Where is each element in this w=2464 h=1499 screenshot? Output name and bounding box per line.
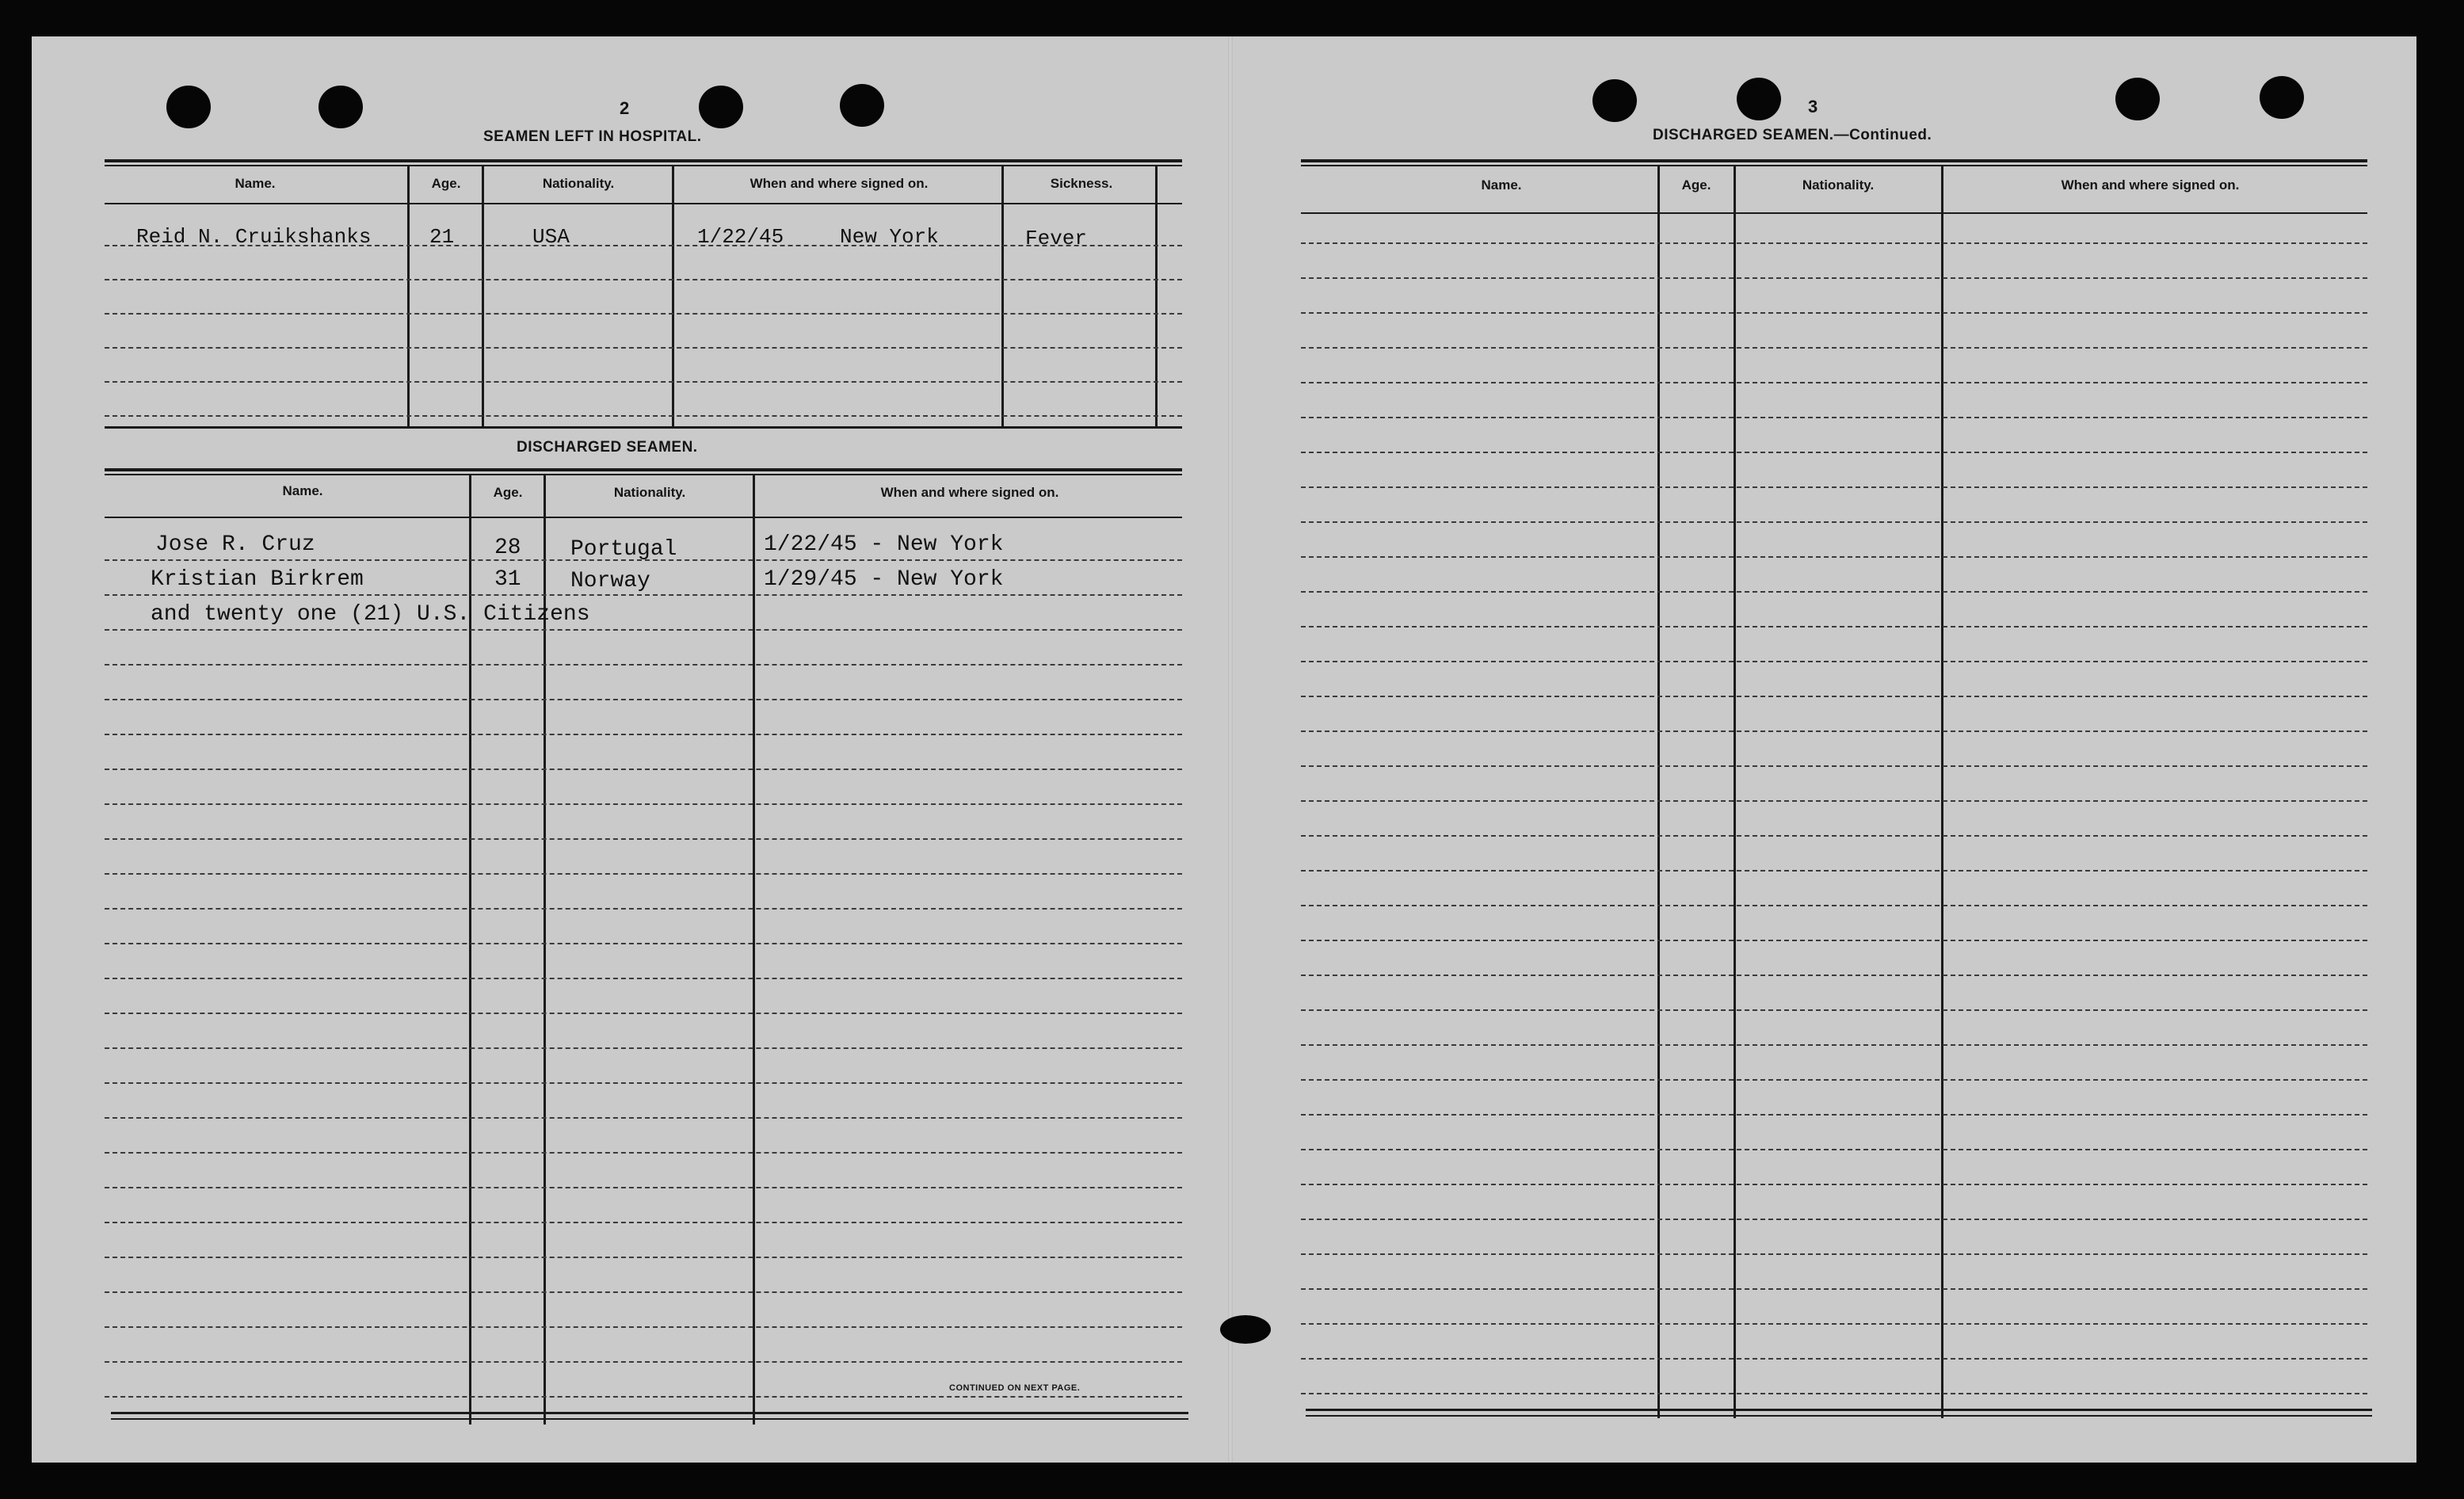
column-header-signed-on: When and where signed on. [880, 485, 1059, 500]
punch-hole [166, 86, 211, 128]
column-header-age: Age. [493, 485, 523, 500]
column-header-name: Name. [235, 176, 276, 191]
hospital-date: 1/22/45 [697, 225, 784, 249]
column-header-age: Age. [1681, 177, 1711, 193]
hospital-section-title: SEAMEN LEFT IN HOSPITAL. [483, 128, 702, 145]
column-header-sickness: Sickness. [1050, 176, 1113, 191]
seaman-signed-on: 1/22/45 - New York [764, 532, 1004, 557]
column-header-signed-on: When and where signed on. [749, 176, 929, 191]
seaman-signed-on: 1/29/45 - New York [764, 567, 1004, 592]
column-header-name: Name. [1481, 177, 1522, 193]
seaman-name: Jose R. Cruz [155, 532, 315, 557]
punch-hole [2260, 76, 2304, 119]
column-header-nationality: Nationality. [613, 485, 686, 500]
seaman-name: Kristian Birkrem [151, 567, 364, 592]
seaman-age: 31 [494, 567, 521, 592]
page-number: 2 [620, 98, 630, 118]
discharged-section-title: DISCHARGED SEAMEN. [517, 439, 698, 456]
continued-footer: CONTINUED ON NEXT PAGE. [949, 1383, 1081, 1393]
hospital-place: New York [840, 225, 939, 249]
ink-blot [1220, 1315, 1271, 1344]
discharged-continued-title: DISCHARGED SEAMEN.—Continued. [1653, 127, 1932, 143]
seaman-nationality: Portugal [570, 537, 677, 562]
punch-hole [2115, 78, 2160, 120]
hospital-name: Reid N. Cruikshanks [136, 225, 372, 249]
hospital-age: 21 [429, 225, 455, 249]
hospital-sickness: Fever [1025, 227, 1088, 250]
document-sheet [32, 36, 2416, 1463]
punch-hole [318, 86, 363, 128]
seaman-age: 28 [494, 536, 521, 560]
discharged-note: and twenty one (21) U.S. Citizens [151, 602, 590, 627]
column-header-nationality: Nationality. [542, 176, 615, 191]
page-number: 3 [1808, 97, 1818, 116]
punch-hole [1592, 79, 1637, 122]
column-header-nationality: Nationality. [1802, 177, 1875, 193]
column-header-age: Age. [431, 176, 461, 191]
page-fold [1228, 36, 1233, 1463]
column-header-signed-on: When and where signed on. [2061, 177, 2240, 193]
punch-hole [1737, 78, 1781, 120]
punch-hole [699, 86, 743, 128]
hospital-nationality: USA [532, 225, 570, 249]
punch-hole [840, 84, 884, 127]
seaman-nationality: Norway [570, 569, 650, 593]
column-header-name: Name. [282, 483, 323, 498]
